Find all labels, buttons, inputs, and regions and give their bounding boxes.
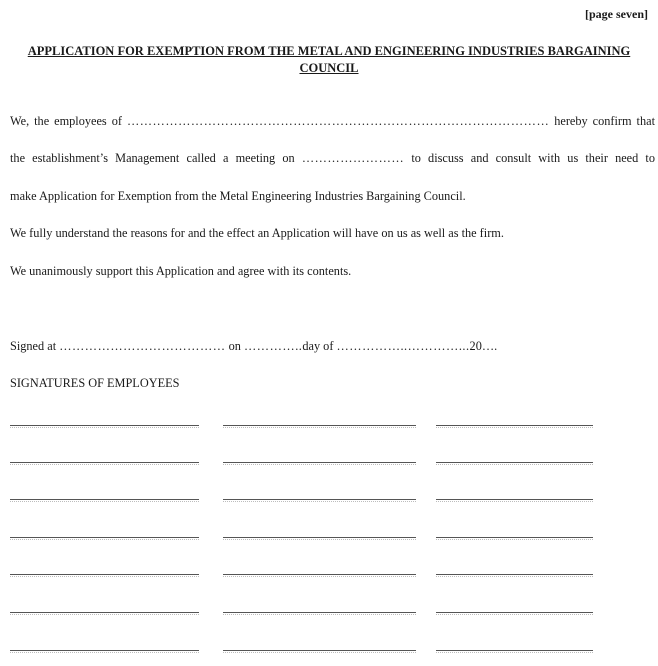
signed-at-label: Signed at <box>10 339 57 353</box>
signature-line <box>223 462 416 463</box>
signature-line <box>223 574 416 575</box>
employer-name-blank: ……………………………………………………………………………………… <box>126 114 550 128</box>
signed-month-blank: ……………..…………... <box>336 339 470 353</box>
signature-line <box>436 425 593 426</box>
signature-line <box>436 537 593 538</box>
signature-line <box>10 462 199 463</box>
signature-line <box>223 612 416 613</box>
page-number: [page seven] <box>585 7 648 21</box>
signature-line <box>10 574 199 575</box>
signature-line <box>10 425 199 426</box>
document-title <box>10 43 648 77</box>
employees-of-line <box>10 114 655 129</box>
support-line: We unanimously support this Application and agree with its contents. <box>10 264 352 278</box>
signature-line <box>10 612 199 613</box>
signature-line <box>436 574 593 575</box>
signature-line <box>436 612 593 613</box>
signature-line <box>436 650 593 651</box>
day-of-label: day of <box>302 339 334 353</box>
signature-line <box>223 537 416 538</box>
title-line-1: APPLICATION FOR EXEMPTION FROM THE METAL AND ENGINEERING INDUSTRIES BARGAINING <box>27 44 631 58</box>
meeting-suffix: to discuss and consult with us their need to <box>411 151 656 165</box>
signature-line <box>10 537 199 538</box>
signature-line <box>436 462 593 463</box>
application-line: make Application for Exemption from the Metal Engineering Industries Bargaining Council. <box>10 189 466 203</box>
signature-line <box>223 425 416 426</box>
meeting-line <box>10 151 655 166</box>
signatures-heading: SIGNATURES OF EMPLOYEES <box>10 376 180 390</box>
title-line-2: COUNCIL <box>299 61 359 75</box>
signed-line <box>10 339 655 354</box>
signature-line <box>10 499 199 500</box>
signature-line <box>223 499 416 500</box>
signed-day-blank: ………….. <box>244 339 303 353</box>
on-label: on <box>228 339 241 353</box>
signature-line <box>223 650 416 651</box>
understanding-line: We fully understand the reasons for and the effect an Application will have on us as well as the firm. <box>10 226 504 240</box>
meeting-date-blank: …………………… <box>301 151 405 165</box>
year-label: 20…. <box>469 339 498 353</box>
meeting-prefix: the establishment’s Management called a meeting on <box>10 151 295 165</box>
signed-place-blank: ………………………………… <box>59 339 226 353</box>
employees-of-suffix: hereby confirm that <box>554 114 655 128</box>
signature-line <box>436 499 593 500</box>
employees-of-prefix: We, the employees of <box>10 114 122 128</box>
signature-line <box>10 650 199 651</box>
